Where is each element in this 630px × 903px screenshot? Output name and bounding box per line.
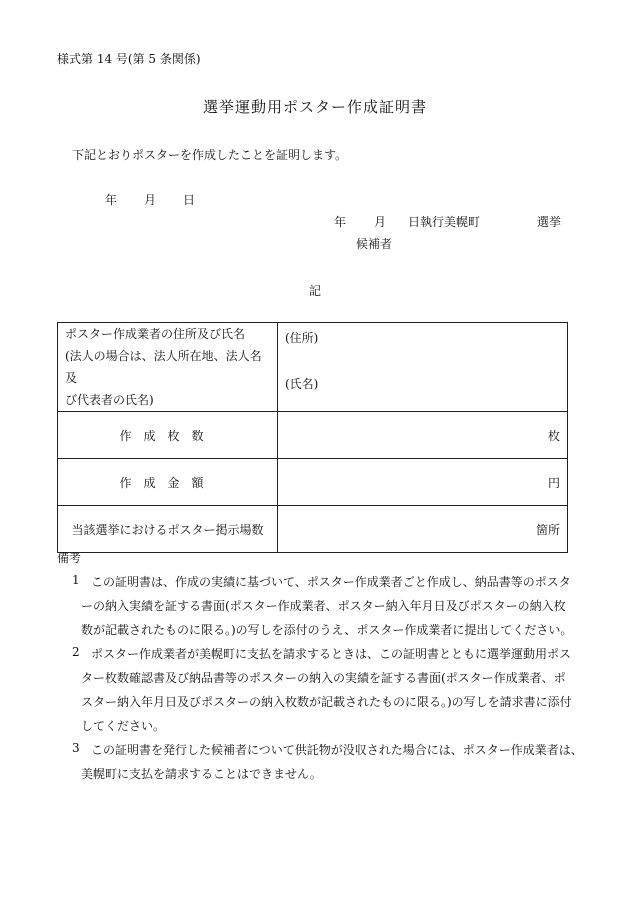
amount-unit: 円 [547,475,560,490]
amount-label: 作成金額 [58,459,278,506]
maker-label-cell [58,323,278,412]
election-year: 年 [334,215,347,229]
name-label: (氏名) [285,377,319,391]
note-number: 2 [72,645,80,659]
note-number: 1 [72,573,80,587]
maker-label-line: ポスター作成業者の住所及び氏名 [65,327,246,341]
amount-value-cell[interactable] [278,459,568,506]
places-unit: 箇所 [535,522,560,537]
note-line: ター枚数確認書及び納品書等のポスターの納入の実績を証する書面(ポスター作成業者、ポ [81,671,566,685]
maker-label-line: び代表者の氏名) [65,393,154,407]
table-row-places [58,506,568,553]
note-line: ポスター作成業者が美幌町に支払を請求するときは、この証明書とともに選挙運動用ポス [91,647,572,661]
note-number: 3 [72,741,80,755]
table-row-amount [58,459,568,506]
count-unit: 枚 [547,428,560,443]
note-line: 美幌町に支払を請求することはできません。 [81,767,322,781]
note-line: この証明書は、作成の実績に基づいて、ポスター作成業者ごと作成し、納品書等のポスタ [91,575,571,589]
intro-text: 下記とおりポスターを作成したことを証明します。 [72,148,348,162]
date-day: 日 [183,193,196,207]
election-day-town: 日執行美幌町 [408,215,481,229]
maker-value-cell[interactable] [278,323,568,412]
places-label: 当該選挙におけるポスター掲示場数 [58,506,278,553]
places-value-cell[interactable] [278,506,568,553]
table-row-maker [58,323,568,412]
note-line: 数が記載されたものに限る。)の写しを添付のうえ、ポスター作成業者に提出してください。 [81,623,573,637]
notes-heading: 備考 [57,551,82,565]
issue-date [105,191,222,208]
note-line: してください。 [81,719,166,733]
election-line [334,213,480,230]
election-kyo: 選挙 [537,215,562,229]
date-year: 年 [105,193,118,207]
election-month: 月 [374,215,387,229]
maker-label-line: (法人の場合は、法人所在地、法人名及 [65,349,262,385]
ki-label: 記 [309,284,322,298]
count-label: 作成枚数 [58,412,278,459]
candidate-label: 候補者 [356,237,393,251]
count-value-cell[interactable] [278,412,568,459]
form-number: 様式第 14 号(第 5 条関係) [57,52,201,66]
table-row-count [58,412,568,459]
date-month: 月 [144,193,157,207]
note-line: ーの納入実績を証する書面(ポスター作成業者、ポスター納入年月日及びポスターの納入枚 [81,599,566,613]
address-label: (住所) [285,331,319,345]
note-line: スター納入年月日及びポスターの納入枚数が記載されたものに限る。)の写しを請求書に添付 [81,695,572,709]
note-line: この証明書を発行した候補者について供託物が没収された場合には、ポスター作成業者は、 [91,743,583,757]
document-title: 選挙運動用ポスター作成証明書 [202,98,427,116]
certificate-table [57,322,568,553]
